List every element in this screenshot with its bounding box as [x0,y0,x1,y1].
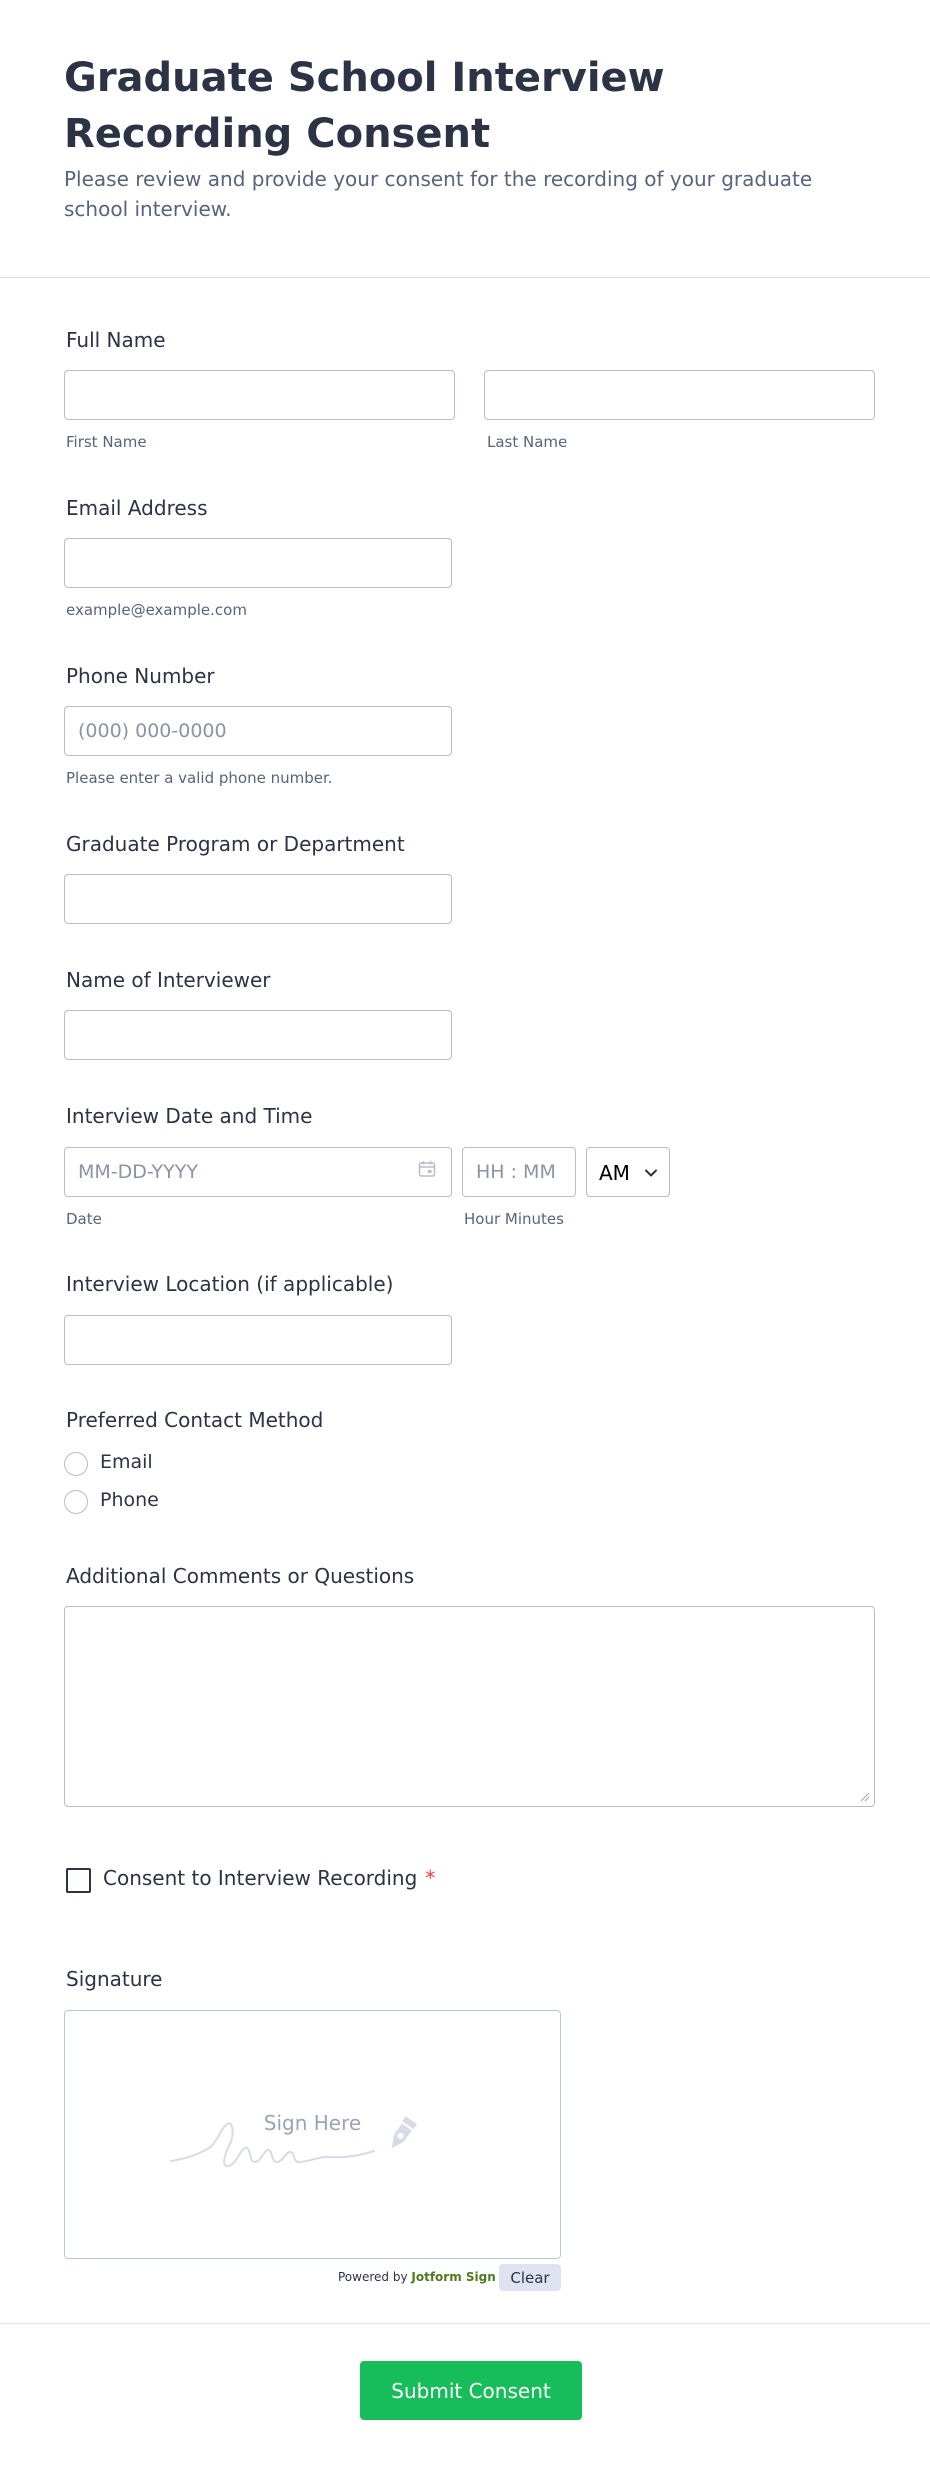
time-input[interactable] [462,1147,576,1197]
comments-label: Additional Comments or Questions [66,1564,415,1588]
ampm-select[interactable] [586,1147,670,1197]
radio-button[interactable] [64,1452,88,1476]
comments-textarea[interactable] [64,1606,875,1807]
powered-by: Powered by Jotform Sign [338,2270,496,2284]
radio-label: Phone [100,1489,159,1511]
program-label: Graduate Program or Department [66,832,405,856]
location-input[interactable] [64,1315,452,1365]
last-name-sublabel: Last Name [487,433,568,451]
location-label: Interview Location (if applicable) [66,1272,394,1296]
form-header [0,0,930,278]
radio-label: Email [100,1451,153,1473]
date-input[interactable] [64,1147,452,1197]
interview-datetime-label: Interview Date and Time [66,1104,313,1128]
signature-placeholder: Sign Here [263,2111,362,2135]
signature-pad[interactable] [64,2010,561,2259]
email-input[interactable] [64,538,452,588]
date-sublabel: Date [66,1210,102,1228]
phone-input[interactable] [64,706,452,756]
consent-label: Consent to Interview Recording * [103,1866,436,1890]
email-sublabel: example@example.com [66,601,247,619]
email-label: Email Address [66,496,208,520]
form-title: Graduate School Interview Recording Consent [64,55,665,157]
first-name-sublabel: First Name [66,433,147,451]
resize-grip-icon[interactable] [859,1791,870,1802]
time-sublabel: Hour Minutes [464,1210,564,1228]
contact-method-label: Preferred Contact Method [66,1408,324,1432]
form-subtitle: Please review and provide your consent for the recording of your graduate school interview. [64,167,813,221]
program-input[interactable] [64,874,452,924]
interviewer-label: Name of Interviewer [66,968,271,992]
jotform-sign-brand: Jotform Sign [411,2270,496,2284]
interviewer-input[interactable] [64,1010,452,1060]
ampm-value: AM [599,1161,630,1185]
phone-label: Phone Number [66,664,215,688]
signature-label: Signature [66,1967,163,1991]
clear-signature-button[interactable]: Clear [499,2264,561,2291]
full-name-label: Full Name [66,328,166,352]
first-name-input[interactable] [64,370,455,420]
calendar-icon[interactable] [418,1160,436,1178]
last-name-input[interactable] [484,370,875,420]
phone-sublabel: Please enter a valid phone number. [66,769,333,787]
signature-scribble-icon [169,2106,469,2176]
consent-checkbox[interactable] [66,1868,91,1893]
chevron-down-icon [643,1165,659,1181]
submit-button[interactable]: Submit Consent [360,2361,582,2420]
required-asterisk: * [425,1866,436,1890]
radio-button[interactable] [64,1490,88,1514]
